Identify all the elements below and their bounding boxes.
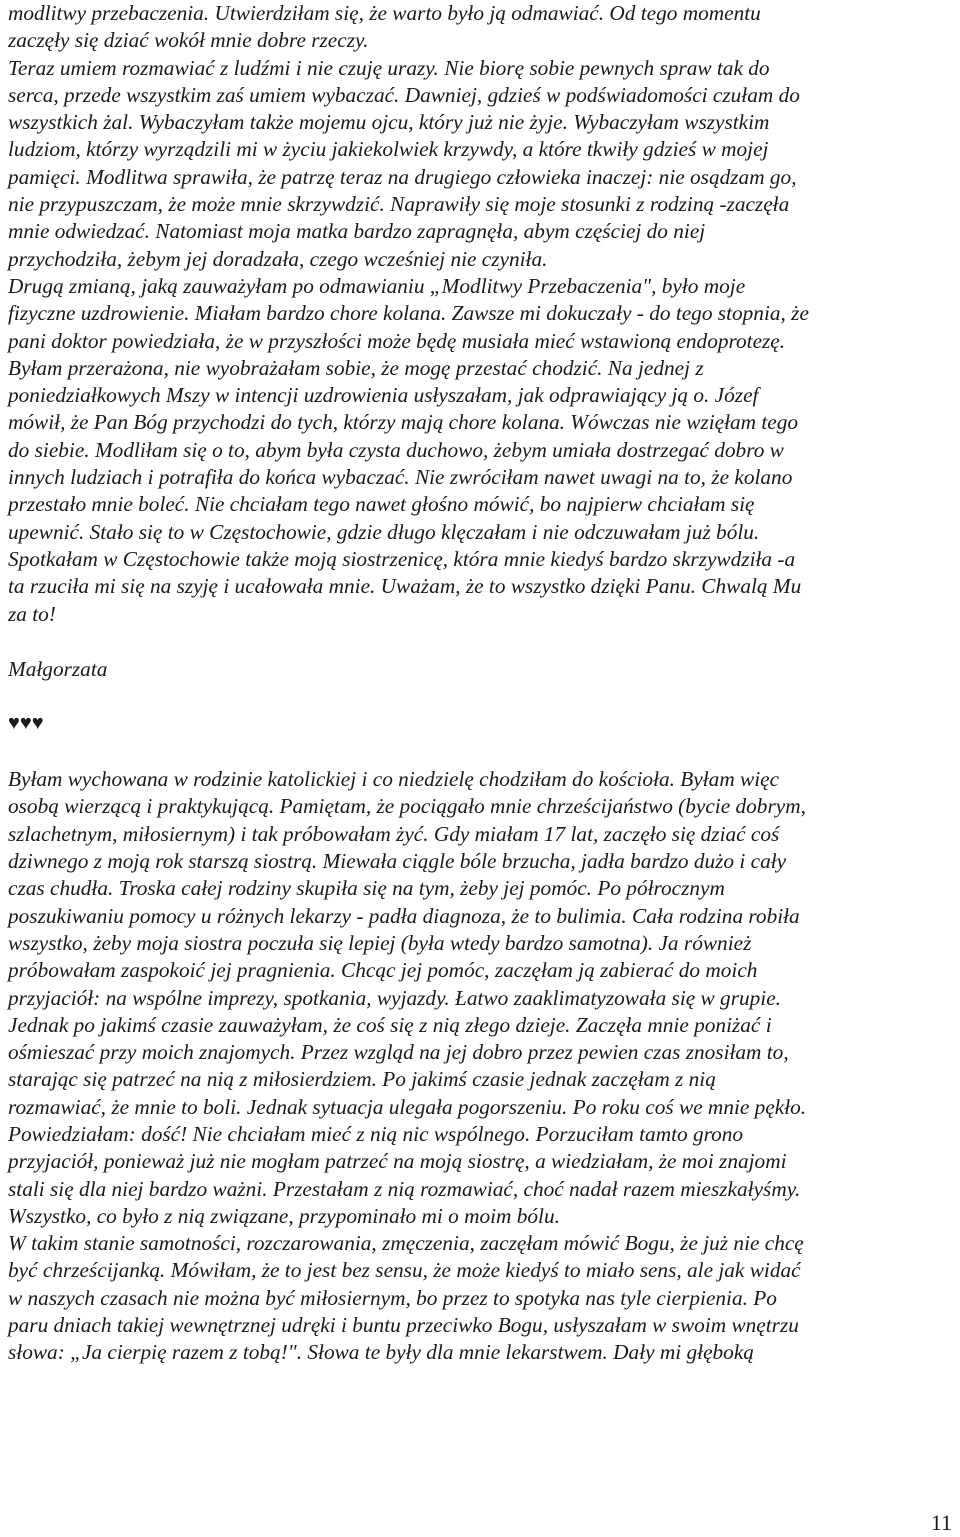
spacer — [8, 737, 956, 764]
text-line: szlachetnym, miłosiernym) i tak próbowałam żyć. Gdy miałam 17 lat, zaczęło się dziać coś — [8, 821, 780, 846]
testimony-text — [8, 766, 956, 1367]
text-line: Byłam wychowana w rodzinie katolickiej i co niedzielę chodziłam do kościoła. Byłam więc — [8, 767, 780, 792]
text-line: przychodziła, żebym jej doradzała, czego wcześniej nie czyniła. — [8, 246, 548, 271]
text-line: Powiedziałam: dość! Nie chciałam mieć z nią nic wspólnego. Porzuciłam tamto grono — [8, 1121, 744, 1146]
text-line: paru dniach takiej wewnętrznej udręki i buntu przeciwko Bogu, usłyszałam w swoim wnętrzu — [8, 1313, 799, 1338]
hearts-separator: ♥♥♥ — [8, 712, 44, 735]
text-line: upewnić. Stało się to w Częstochowie, gdzie długo klęczałam i nie odczuwałam już bólu. — [8, 519, 760, 544]
text-line: Jednak po jakimś czasie zauważyłam, że coś się z nią złego dzieje. Zaczęła mnie poniżać i — [8, 1012, 772, 1037]
text-line: stali się dla niej bardzo ważni. Przestałam z nią rozmawiać, choć nadał razem mieszkałyśmy. — [8, 1176, 801, 1201]
text-line: w naszych czasach nie można być miłosiernym, bo przez to spotyka nas tyle cierpienia. Po — [8, 1285, 777, 1310]
text-line: pamięci. Modlitwa sprawiła, że patrzę teraz na drugiego człowieka inaczej: nie osądzam go, — [8, 164, 797, 189]
spacer — [8, 683, 956, 710]
text-line: ludziom, którzy wyrządzili mi w życiu jakiekolwiek krzywdy, a które tkwiły gdzieś w mojej — [8, 137, 769, 162]
text-line: wszystko, żeby moja siostra poczuła się lepiej (była wtedy bardzo samotna). Ja również — [8, 930, 752, 955]
text-line: Drugą zmianą, jaką zauważyłam po odmawianiu „Modlitwy Przebaczenia", było moje — [8, 273, 746, 298]
text-line: fizyczne uzdrowienie. Miałam bardzo chore kolana. Zawsze mi dokuczały - do tego stopnia, że — [8, 301, 809, 326]
text-line: nie przypuszczam, że może mnie skrzywdzić. Naprawiły się moje stosunki z rodziną -zaczęła — [8, 192, 790, 217]
text-line: do siebie. Modliłam się o to, abym była czysta duchowo, żebym umiała dostrzegać dobro w — [8, 437, 784, 462]
page-number: 11 — [930, 1510, 952, 1535]
spacer — [8, 628, 956, 656]
text-line: Byłam przerażona, nie wyobrażałam sobie, że mogę przestać chodzić. Na jednej z — [8, 355, 704, 380]
text-line: Spotkałam w Częstochowie także moją siostrzenicę, która mnie kiedyś bardzo skrzywdziła -a — [8, 546, 796, 571]
text-line: być chrześcijanką. Mówiłam, że to jest bez sensu, że może kiedyś to miało sens, ale jak widać — [8, 1258, 801, 1283]
text-line: przyjaciół: na wspólne imprezy, spotkania, wyjazdy. Łatwo zaaklimatyzowała się w grupie. — [8, 985, 781, 1010]
text-line: zaczęły się dziać wokół mnie dobre rzeczy. — [8, 28, 369, 53]
text-line: ośmieszać przy moich znajomych. Przez wzgląd na jej dobro przez pewien czas znosiłam to, — [8, 1040, 789, 1065]
text-line: Wszystko, co było z nią związane, przypominało mi o moim bólu. — [8, 1203, 560, 1228]
text-line: Teraz umiem rozmawiać z ludźmi i nie czuję urazy. Nie biorę sobie pewnych spraw tak do — [8, 55, 770, 80]
text-line: innych ludziach i potrafiła do końca wybaczać. Nie zwróciłam nawet uwagi na to, że kolano — [8, 465, 793, 490]
text-line: modlitwy przebaczenia. Utwierdziłam się, że warto było ją odmawiać. Od tego momentu — [8, 1, 761, 25]
text-line: przyjaciół, ponieważ już nie mogłam patrzeć na moją siostrę, a wiedziałam, że moi znajomi — [8, 1149, 787, 1174]
author-signature: Małgorzata — [8, 656, 108, 681]
text-line: W takim stanie samotności, rozczarowania, zmęczenia, zaczęłam mówić Bogu, że już nie chcę — [8, 1231, 804, 1256]
text-line: rozmawiać, że mnie to boli. Jednak sytuacja ulegała pogorszeniu. Po roku coś we mnie pękło. — [8, 1094, 807, 1119]
text-line: poszukiwaniu pomocy u różnych lekarzy - padła diagnoza, że to bulimia. Cała rodzina robiła — [8, 903, 800, 928]
text-line: osobą wierzącą i praktykującą. Pamiętam, że pociągało mnie chrześcijaństwo (bycie dobrym, — [8, 794, 806, 819]
text-line: za to! — [8, 601, 56, 626]
text-line: ta rzuciła mi się na szyję i ucałowała mnie. Uważam, że to wszystko dzięki Panu. Chwalą Mu — [8, 574, 802, 599]
text-line: próbowałam zaspokoić jej pragnienia. Chcąc jej pomóc, zaczęłam ją zabierać do moich — [8, 958, 758, 983]
testimony-text — [8, 0, 956, 628]
text-line: wszystkich żal. Wybaczyłam także mojemu ojcu, który już nie żyje. Wybaczyłam wszystkim — [8, 110, 770, 135]
document-page — [8, 0, 956, 1367]
text-line: starając się patrzeć na nią z miłosierdziem. Po jakimś czasie jednak zaczęłam z nią — [8, 1067, 716, 1092]
text-line: mówił, że Pan Bóg przychodzi do tych, którzy mają chore kolana. Wówczas nie wzięłam tego — [8, 410, 799, 435]
text-line: przestało mnie boleć. Nie chciałam tego nawet głośno mówić, bo najpierw chciałam się — [8, 492, 755, 517]
text-line: dziwnego z moją rok starszą siostrą. Miewała ciągle bóle brzucha, jadła bardzo dużo i cały — [8, 849, 787, 874]
text-line: czas chudła. Troska całej rodziny skupiła się na tym, żeby jej pomóc. Po półrocznym — [8, 876, 725, 901]
text-line: słowa: „Ja cierpię razem z tobą!". Słowa te były dla mnie lekarstwem. Dały mi głęboką — [8, 1340, 754, 1365]
text-line: mnie odwiedzać. Natomiast moja matka bardzo zapragnęła, abym częściej do niej — [8, 219, 706, 244]
text-line: poniedziałkowych Mszy w intencji uzdrowienia usłyszałam, jak odprawiający ją o. Józef — [8, 383, 759, 408]
text-line: serca, przede wszystkim zaś umiem wybaczać. Dawniej, gdzieś w podświadomości czułam do — [8, 82, 800, 107]
text-line: pani doktor powiedziała, że w przyszłości może będę musiała mieć wstawioną endoprotezę. — [8, 328, 786, 353]
